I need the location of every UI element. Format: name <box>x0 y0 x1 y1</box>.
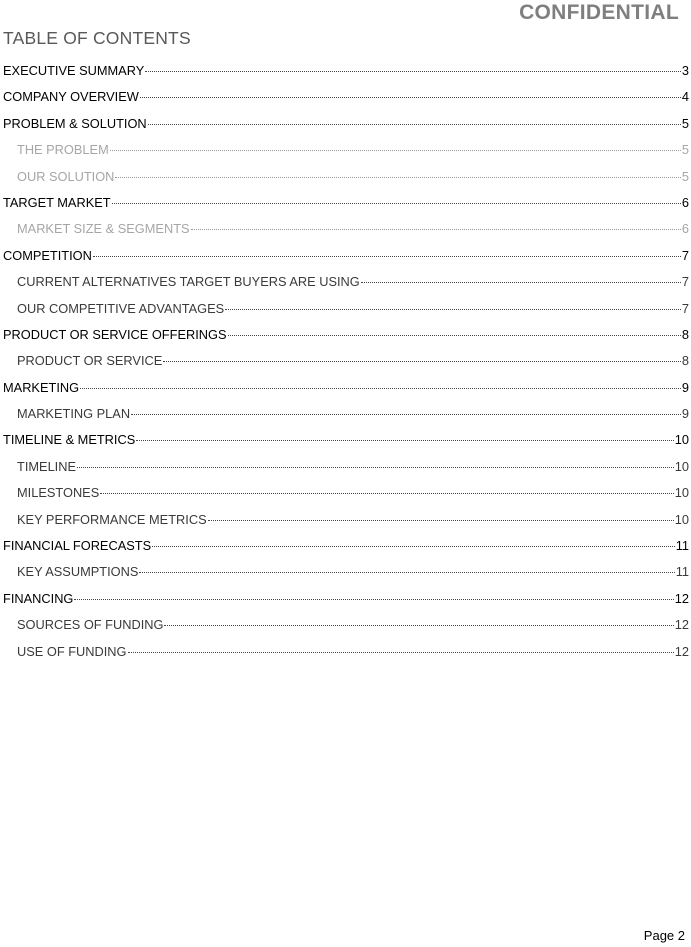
toc-title: TABLE OF CONTENTS <box>3 28 191 48</box>
toc-entry-current-alternatives[interactable] <box>3 271 689 297</box>
toc-entry-page: 5 <box>681 168 689 184</box>
toc-entry-financing[interactable] <box>3 588 689 614</box>
toc-entry-page: 6 <box>681 194 689 210</box>
toc-entry-page: 12 <box>674 643 689 659</box>
toc-entry-label: KEY ASSUMPTIONS <box>17 564 139 580</box>
toc-entry-label: PRODUCT OR SERVICE OFFERINGS <box>3 326 227 342</box>
toc-entry-label: COMPANY OVERVIEW <box>3 89 139 105</box>
confidential-label: CONFIDENTIAL <box>519 1 679 24</box>
dot-leader <box>139 572 674 573</box>
toc-entry-key-performance-metrics[interactable] <box>3 509 689 535</box>
toc-entry-label: MARKETING PLAN <box>17 406 131 422</box>
toc-entry-label: FINANCIAL FORECASTS <box>3 538 152 554</box>
toc-entry-competitive-advantages[interactable] <box>3 298 689 324</box>
toc-entry-key-assumptions[interactable] <box>3 561 689 587</box>
toc-entry-page: 8 <box>681 353 689 369</box>
toc-entry-the-problem[interactable] <box>3 139 689 165</box>
toc-entry-company-overview[interactable] <box>3 86 689 112</box>
toc-entry-timeline[interactable] <box>3 456 689 482</box>
toc-entry-milestones[interactable] <box>3 482 689 508</box>
dot-leader <box>136 440 674 441</box>
toc-entry-label: THE PROBLEM <box>17 142 109 158</box>
toc-entry-use-of-funding[interactable] <box>3 641 689 667</box>
toc-entry-page: 10 <box>674 511 689 527</box>
toc-entry-page: 11 <box>675 538 689 554</box>
toc-entry-our-solution[interactable] <box>3 166 689 192</box>
toc-entry-label: MARKET SIZE & SEGMENTS <box>17 221 190 237</box>
dot-leader <box>115 177 680 178</box>
dot-leader <box>164 625 673 626</box>
toc-entry-page: 10 <box>674 485 689 501</box>
toc-entry-page: 7 <box>681 274 689 290</box>
toc-entry-label: PROBLEM & SOLUTION <box>3 115 147 131</box>
toc-entry-page: 12 <box>674 617 689 633</box>
dot-leader <box>140 97 681 98</box>
toc-entry-page: 5 <box>681 142 689 158</box>
dot-leader <box>80 388 681 389</box>
toc-entry-label: FINANCING <box>3 590 74 606</box>
toc-entry-label: CURRENT ALTERNATIVES TARGET BUYERS ARE USING <box>17 274 360 290</box>
dot-leader <box>93 256 681 257</box>
toc-entry-product-service-offerings[interactable] <box>3 324 689 350</box>
toc-entry-financial-forecasts[interactable] <box>3 535 689 561</box>
toc-entry-label: OUR COMPETITIVE ADVANTAGES <box>17 300 225 316</box>
toc-entry-page: 11 <box>675 564 689 580</box>
toc-entry-label: SOURCES OF FUNDING <box>17 617 164 633</box>
toc-entry-page: 4 <box>681 89 689 105</box>
toc-entry-page: 5 <box>681 115 689 131</box>
toc-entry-page: 3 <box>681 63 689 78</box>
dot-leader <box>100 493 674 494</box>
dot-leader <box>225 309 681 310</box>
dot-leader <box>77 467 674 468</box>
dot-leader <box>131 414 681 415</box>
dot-leader <box>361 282 681 283</box>
toc-entry-target-market[interactable] <box>3 192 689 218</box>
toc-entry-label: MARKETING <box>3 379 80 395</box>
toc-entry-market-size-segments[interactable] <box>3 218 689 244</box>
dot-leader <box>191 229 681 230</box>
dot-leader <box>163 361 681 362</box>
toc-entry-product-or-service[interactable] <box>3 350 689 376</box>
toc-entry-sources-of-funding[interactable] <box>3 614 689 640</box>
toc-entry-page: 10 <box>674 458 689 474</box>
dot-leader <box>112 203 681 204</box>
toc-entry-page: 6 <box>681 221 689 237</box>
toc-entry-page: 9 <box>681 379 689 395</box>
page-number: Page 2 <box>643 928 685 943</box>
toc-entry-label: MILESTONES <box>17 485 100 501</box>
toc-entry-label: COMPETITION <box>3 247 92 263</box>
toc-entry-page: 7 <box>681 247 689 263</box>
dot-leader <box>228 335 681 336</box>
dot-leader <box>152 546 675 547</box>
toc-entry-label: EXECUTIVE SUMMARY <box>3 63 145 78</box>
toc-entry-label: KEY PERFORMANCE METRICS <box>17 511 207 527</box>
toc-entry-page: 12 <box>674 590 689 606</box>
dot-leader <box>110 150 681 151</box>
toc-entry-marketing-plan[interactable] <box>3 403 689 429</box>
toc-entry-executive-summary[interactable] <box>3 60 689 86</box>
dot-leader <box>128 652 674 653</box>
toc-entry-problem-solution[interactable] <box>3 113 689 139</box>
toc-entry-label: USE OF FUNDING <box>17 643 127 659</box>
toc-entry-marketing[interactable] <box>3 377 689 403</box>
toc-entry-page: 8 <box>681 326 689 342</box>
toc-entry-label: OUR SOLUTION <box>17 168 115 184</box>
toc-list <box>3 60 689 667</box>
dot-leader <box>145 71 681 72</box>
dot-leader <box>208 520 674 521</box>
toc-entry-page: 10 <box>674 432 689 448</box>
toc-entry-page: 9 <box>681 406 689 422</box>
toc-entry-label: TIMELINE <box>17 458 77 474</box>
toc-entry-page: 7 <box>681 300 689 316</box>
dot-leader <box>148 124 681 125</box>
toc-entry-label: TARGET MARKET <box>3 194 111 210</box>
toc-entry-label: PRODUCT OR SERVICE <box>17 353 163 369</box>
dot-leader <box>74 599 673 600</box>
toc-entry-competition[interactable] <box>3 245 689 271</box>
toc-entry-timeline-metrics[interactable] <box>3 429 689 455</box>
toc-entry-label: TIMELINE & METRICS <box>3 432 136 448</box>
